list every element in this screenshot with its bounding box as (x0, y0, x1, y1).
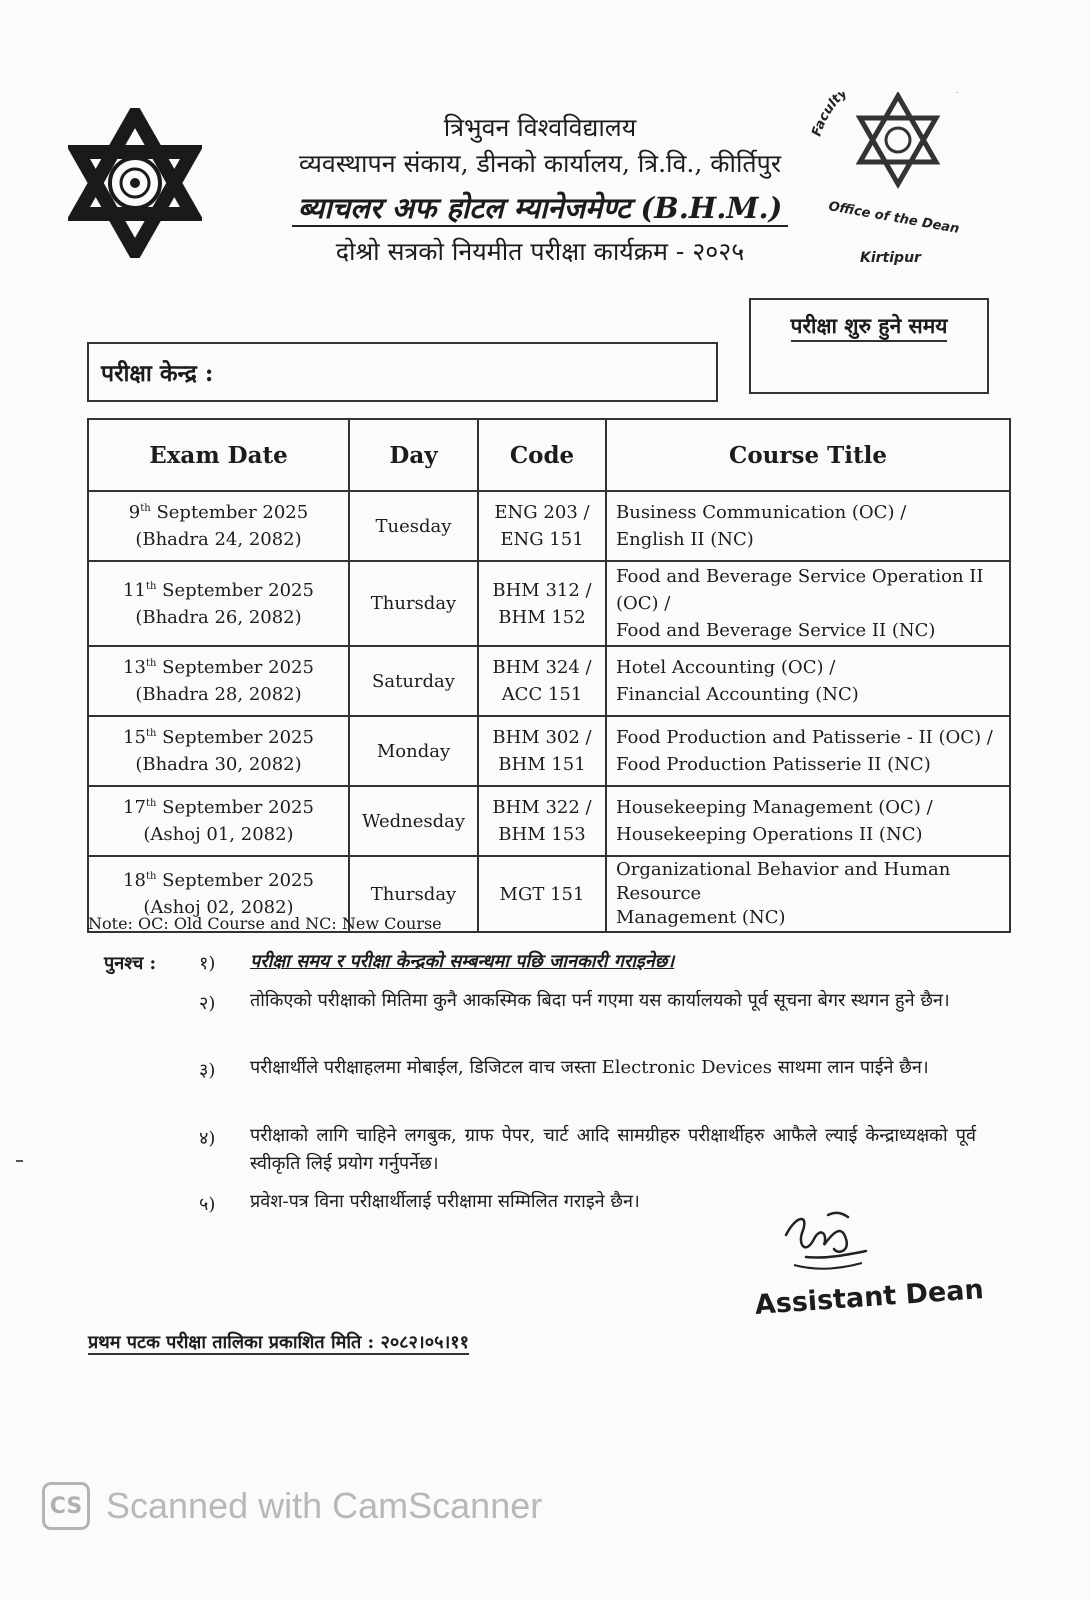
course-title-cell (606, 491, 1010, 561)
postscript-item: प्रवेश-पत्र विना परीक्षार्थीलाई परीक्षामा सम्मिलित गराइने छैन। (250, 1191, 640, 1212)
code-cell (478, 716, 606, 786)
date-month-year: September 2025 (162, 727, 314, 748)
published-date-line (88, 1330, 469, 1354)
program-title (200, 188, 880, 227)
code-line-2: BHM 152 (498, 606, 586, 628)
code-line-1: BHM 324 / (492, 657, 592, 678)
code-line-1: BHM 302 / (492, 727, 592, 748)
header-exam-date: Exam Date (88, 419, 349, 491)
header-course-title: Course Title (606, 419, 1010, 491)
course-note: Note: OC: Old Course and NC: New Course (88, 914, 442, 933)
faculty-office-line: व्यवस्थापन संकाय, डीनको कार्यालय, त्रि.वि., कीर्तिपुर (298, 149, 782, 178)
date-month-year: September 2025 (162, 797, 314, 818)
code-line-2: BHM 153 (498, 824, 586, 845)
code-cell (478, 561, 606, 646)
code-cell (478, 786, 606, 856)
stamp-middle-text: Office of the Dean (827, 199, 961, 237)
code-line-2: ACC 151 (501, 684, 583, 705)
title-line-2: English II (NC) (616, 529, 754, 550)
bs-date: (Bhadra 28, 2082) (135, 684, 302, 705)
date-month-year: September 2025 (162, 870, 314, 891)
code-line-2: BHM 151 (498, 754, 586, 775)
faculty-stamp (808, 92, 998, 272)
postscript-item: परीक्षाको लागि चाहिने लगबुक, ग्राफ पेपर, चार्ट आदि सामग्रीहरु परीक्षार्थीहरु आफैले ल्याई केन्द्राध्यक्षको पूर्व स्वीकृति लिई प्रयोग गर्नुपर्नेछ। (250, 1125, 976, 1174)
title-line-1: Housekeeping Management (OC) / (616, 797, 933, 818)
date-suffix: th (145, 871, 157, 882)
university-name: त्रिभुवन विश्वविद्यालय (443, 113, 637, 142)
exam-center-box (87, 342, 718, 402)
table-row (88, 716, 1010, 786)
postscript-item: परीक्षार्थीले परीक्षाहलमा मोबाईल, डिजिटल वाच जस्ता Electronic Devices साथमा लान पाईने छैन। (250, 1057, 929, 1078)
date-suffix: th (145, 728, 157, 739)
exam-start-time-box (749, 298, 989, 394)
course-title-cell (606, 646, 1010, 716)
title-line-1: Food and Beverage Service Operation II (OC) / (616, 566, 984, 614)
date-day: 13 (123, 657, 146, 678)
bs-date: (Ashoj 01, 2082) (143, 824, 294, 845)
camscanner-watermark (42, 1478, 542, 1534)
title-line-1: Food Production and Patisserie - II (OC) / (616, 727, 993, 748)
day-cell: Wednesday (349, 786, 478, 856)
exam-date-cell (88, 491, 349, 561)
title-line-2: Financial Accounting (NC) (616, 684, 859, 705)
title-line-1: Organizational Behavior and Human Resource (616, 859, 951, 904)
camscanner-logo-icon: CS (42, 1482, 90, 1530)
schedule-title: दोश्रो सत्रको नियमीत परीक्षा कार्यक्रम - २०२५ (335, 237, 745, 266)
exam-start-time-label (751, 312, 987, 340)
code-line-1: BHM 312 / (492, 579, 592, 601)
title-line-2: Food Production Patisserie II (NC) (616, 754, 931, 775)
date-day: 17 (123, 797, 146, 818)
postscript-number: १) (199, 953, 216, 974)
day-cell: Monday (349, 716, 478, 786)
table-row (88, 646, 1010, 716)
signature-scribble (776, 1205, 876, 1285)
table-row (88, 561, 1010, 646)
postscript-number: ४) (199, 1128, 216, 1149)
code-line-1: ENG 203 / (494, 502, 590, 523)
day-cell: Thursday (349, 856, 478, 932)
scan-mark (16, 1160, 23, 1162)
title-line-1: Hotel Accounting (OC) / (616, 657, 836, 678)
postscript-label: पुनश्च : (104, 953, 157, 974)
exam-start-time-label-text: परीक्षा शुरु हुने समय (791, 313, 948, 342)
date-month-year: September 2025 (162, 579, 314, 601)
day-cell: Saturday (349, 646, 478, 716)
course-title-cell (606, 786, 1010, 856)
exam-schedule-table (87, 418, 1011, 933)
postscript-item: परीक्षा समय र परीक्षा केन्द्रको सम्बन्धमा पछि जानकारी गराइनेछ। (250, 951, 675, 972)
bs-date: (Bhadra 30, 2082) (135, 754, 302, 775)
course-title-cell (606, 856, 1010, 932)
exam-date-cell (88, 646, 349, 716)
code-cell (478, 491, 606, 561)
date-day: 11 (123, 579, 146, 601)
bs-date: (Bhadra 24, 2082) (135, 529, 302, 550)
header-code: Code (478, 419, 606, 491)
postscript-number: २) (199, 993, 216, 1014)
bs-date: (Bhadra 26, 2082) (135, 606, 302, 628)
date-day: 9 (128, 502, 141, 523)
postscript-item: तोकिएको परीक्षाको मितिमा कुनै आकस्मिक बिदा पर्न गएमा यस कार्यालयको पूर्व सूचना बेगर स्थगन हुने छैन। (250, 990, 950, 1011)
code-line-1: BHM 322 / (492, 797, 592, 818)
date-suffix: th (140, 503, 151, 514)
header-day: Day (349, 419, 478, 491)
postscript-number: ३) (199, 1060, 216, 1081)
published-date-text: प्रथम पटक परीक्षा तालिका प्रकाशित मिति : २०८२।०५।११ (88, 1332, 469, 1353)
date-suffix: th (145, 658, 157, 669)
camscanner-text: Scanned with CamScanner (106, 1485, 543, 1526)
code-cell: MGT 151 (478, 856, 606, 932)
program-title-text: ब्याचलर अफ होटल म्यानेजमेण्ट (B.H.M.) (292, 191, 789, 227)
date-suffix: th (145, 580, 157, 592)
course-title-cell (606, 561, 1010, 646)
stamp-bottom-text: Kirtipur (860, 250, 921, 266)
course-title-cell (606, 716, 1010, 786)
exam-date-cell (88, 561, 349, 646)
title-line-2: Housekeeping Operations II (NC) (616, 824, 923, 845)
date-month-year: September 2025 (156, 502, 309, 523)
day-cell: Thursday (349, 561, 478, 646)
exam-center-label: परीक्षा केन्द्र : (101, 360, 214, 387)
bs-date: (Ashoj 02, 2082) (143, 897, 294, 918)
code-cell (478, 646, 606, 716)
day-cell: Tuesday (349, 491, 478, 561)
code-line-2: ENG 151 (500, 529, 584, 550)
date-day: 18 (123, 870, 146, 891)
table-row (88, 491, 1010, 561)
title-line-2: Food and Beverage Service II (NC) (616, 620, 936, 641)
exam-date-cell (88, 786, 349, 856)
exam-date-cell (88, 716, 349, 786)
stamp-arc-text: Faculty (809, 92, 851, 139)
title-line-2: Management (NC) (616, 907, 786, 928)
date-month-year: September 2025 (162, 657, 314, 678)
signatory-title: Assistant Dean (753, 1274, 985, 1321)
date-day: 15 (123, 727, 146, 748)
postscript-number: ५) (199, 1194, 216, 1215)
table-header-row (88, 419, 1010, 491)
date-suffix: th (145, 798, 157, 809)
title-line-1: Business Communication (OC) / (616, 502, 907, 523)
tribhuvan-university-logo (68, 108, 202, 258)
table-row (88, 786, 1010, 856)
